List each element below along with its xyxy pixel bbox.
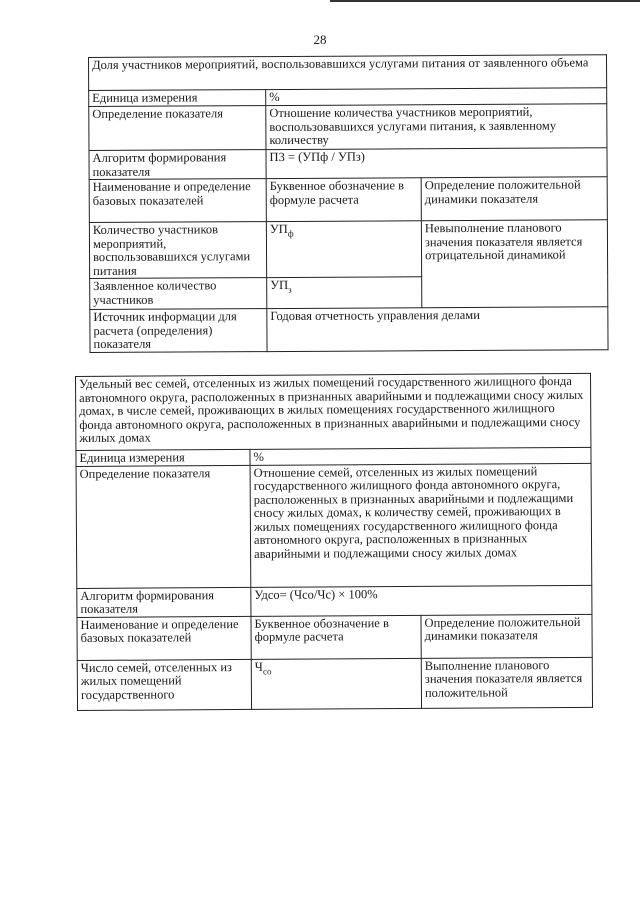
- indicator-table-1: [88, 54, 609, 352]
- base-indicator-name: Заявленное количество участников: [90, 278, 267, 310]
- base-indicator-symbol: $УП_з$: [267, 277, 422, 309]
- algorithm-formula: Удсо= (Чсо/Чс) × 100%: [251, 585, 592, 616]
- definition-label: Определение показателя: [76, 465, 251, 588]
- header-symbol: Буквенное обозначение в формуле расчета: [251, 615, 421, 659]
- algorithm-formula: П3 = (УПф / УПз): [266, 148, 607, 179]
- unit-value: %: [266, 88, 607, 106]
- definition-value: Отношение семей, отселенных из жилых помещений государственного жилищного фонда автономного округа, расположенных в признанных аварийными и подлежащими сносу жилых домах, к количеству семей, проживающих в жилых помещениях государственного жилищного фонда автономного округа, расположенных в признанных аварийными и подлежащими сносу жилых домах: [250, 463, 592, 587]
- dynamics-value: Невыполнение планового значения показателя является отрицательной динамикой: [421, 220, 607, 308]
- indicator-title: Удельный вес семей, отселенных из жилых помещений государственного жилищного фонда автономного округа, расположенных в признанных аварийными и подлежащими сносу жилых домах, в числе семей, проживающих в жилых помещениях государственного жилищного фонда автономного округа, расположенных в признанных аварийными и подлежащими сносу жилых домах: [76, 373, 591, 450]
- base-indicator-symbol: $УП_ф$: [266, 221, 421, 278]
- indicator-title: Доля участников мероприятий, воспользовавшихся услугами питания от заявленного объема: [89, 55, 607, 91]
- unit-label: Единица измерения: [76, 449, 250, 466]
- indicator-table-2: [75, 373, 593, 711]
- top-edge-line: [330, 0, 640, 2]
- unit-label: Единица измерения: [89, 90, 266, 107]
- source-label: Источник информации для расчета (определения) показателя: [90, 309, 267, 352]
- unit-value: %: [250, 447, 591, 465]
- header-base-indicators: Наименование и определение базовых показателей: [89, 179, 266, 223]
- definition-value: Отношение количества участников мероприятий, воспользовавшихся услугами питания, к заявленному количеству: [266, 104, 607, 150]
- algorithm-label: Алгоритм формирования показателя: [89, 150, 266, 180]
- header-dynamics: Определение положительной динамики показателя: [421, 177, 607, 221]
- header-base-indicators: Наименование и определение базовых показателей: [77, 616, 251, 660]
- definition-label: Определение показателя: [89, 106, 266, 151]
- base-indicator-symbol: $Ч_{со}$: [251, 658, 421, 709]
- header-symbol: Буквенное обозначение в формуле расчета: [266, 178, 421, 222]
- base-indicator-name: Количество участников мероприятий, воспользовавшихся услугами питания: [89, 222, 266, 279]
- source-value: Годовая отчетность управления делами: [267, 307, 608, 351]
- algorithm-label: Алгоритм формирования показателя: [77, 587, 251, 617]
- base-indicator-name: Число семей, отселенных из жилых помещений государственного: [77, 659, 251, 710]
- dynamics-value: Выполнение планового значения показателя является положительной: [421, 657, 592, 708]
- page-number: 28: [313, 32, 327, 47]
- header-dynamics: Определение положительной динамики показателя: [421, 614, 592, 658]
